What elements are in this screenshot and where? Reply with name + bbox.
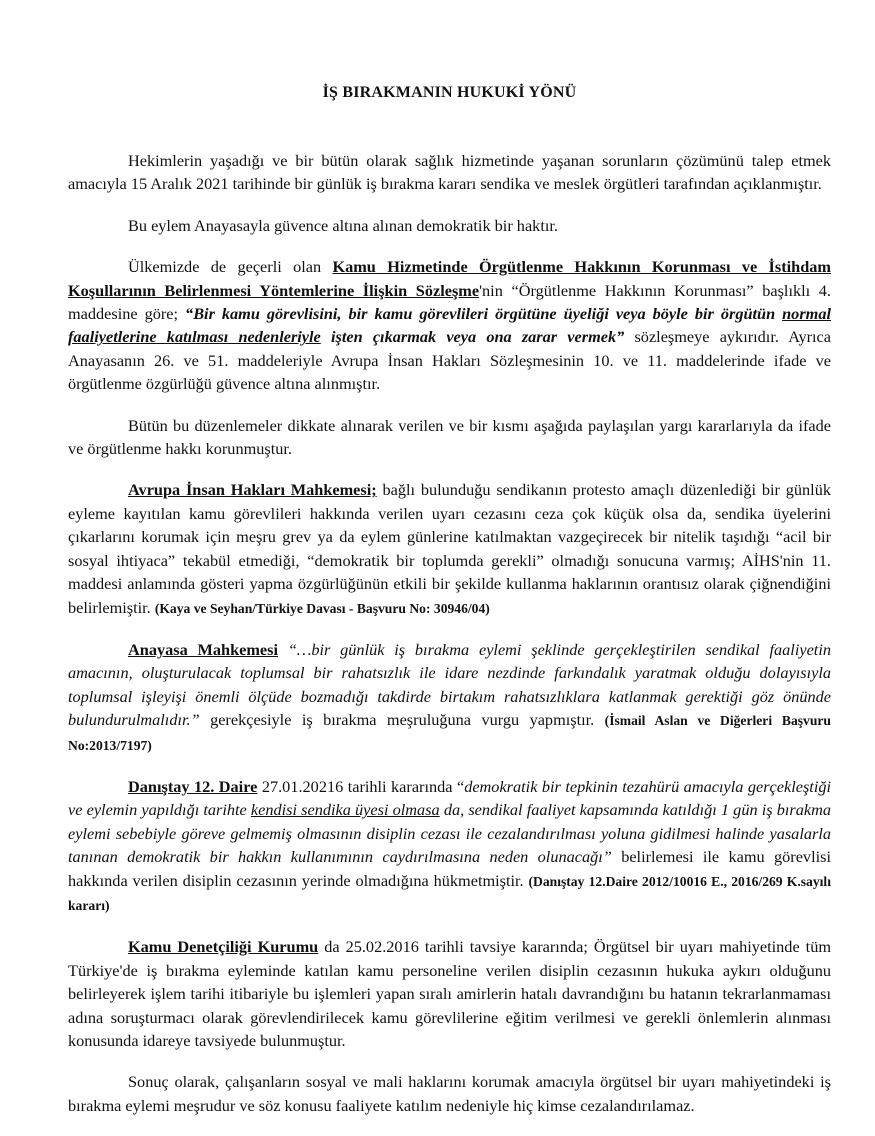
council-of-state-text: belirlemesi ile kamu görevlisi hakkında verilen disiplin cezasının yerinde olmadığına hükmetmiştir.	[68, 847, 831, 890]
paragraph-rulings-intro: Bütün bu düzenlemeler dikkate alınarak verilen ve bir kısmı aşağıda paylaşılan yargı kararlarıyla da ifade ve örgütlenme hakkı korunmuştur.	[68, 415, 831, 459]
council-of-state-quote-underlined: kendisi sendika üyesi olmasa	[250, 800, 440, 820]
paragraph-intro: Hekimlerin yaşadığı ve bir bütün olarak sağlık hizmetinde yaşanan sorunların çözümünü talep etmek amacıyla 15 Aralık 2021 tarihinde bir günlük iş bırakma kararı sendika ve meslek örgütleri tarafından açıklanmıştır.	[68, 151, 831, 194]
paragraph-constitutional-right: Bu eylem Anayasayla güvence altına alınan demokratik bir haktır.	[128, 215, 558, 235]
constitutional-court-reference: (İsmail Aslan ve Diğerleri Başvuru No:2013/7197)	[68, 713, 831, 753]
treaty-name: Kamu Hizmetinde Örgütlenme Hakkının Korunması ve İstihdam Koşullarının Belirlenmesi Yöntemlerine İlişkin Sözleşme	[68, 257, 831, 300]
page-title: İŞ BIRAKMANIN HUKUKİ YÖNÜ	[322, 84, 577, 101]
council-of-state-reference: (Danıştay 12.Daire 2012/10016 E., 2016/269 K.sayılı kararı)	[68, 873, 831, 913]
paragraph-conclusion: Sonuç olarak, çalışanların sosyal ve mali haklarını korumak amacıyla örgütsel bir uyarı mahiyetindeki iş bırakma eylemi meşrudur ve söz konusu faaliyete katılım nedeniyle hiç kimse cezalandırılamaz.	[68, 1072, 831, 1115]
paragraph-constitutional-court	[68, 638, 831, 757]
convention-quote-underlined: normal faaliyetlerine katılması nedenleriyle	[68, 304, 831, 347]
ombudsman-text: da 25.02.2016 tarihli tavsiye kararında; Örgütsel bir uyarı mahiyetinde tüm Türkiye'de iş bırakma eyleminde katılan kamu personeline verilen disiplin cezasının hukuka aykırı olduğunu belirleyerek işlem tarihi itibariyle bu işlemleri yapan sıralı amirlerin hatalı davrandığını bu hatanın tekrarlanmaması adına soruşturmacı olarak görevlendirilecek kamu görevlilerine eğitim verilmesi ve gerekli önlemlerin alınması konusunda idareye tavsiyede bulunmuştur.	[68, 937, 831, 1050]
constitutional-court-text: gerekçesiyle iş bırakma meşruluğuna vurgu yapmıştır.	[199, 710, 605, 730]
convention-article: 'nin “Örgütlenme Hakkının Korunması” başlıklı 4. maddesine göre;	[68, 280, 831, 324]
ombudsman-heading: Kamu Denetçiliği Kurumu	[128, 937, 319, 957]
convention-quote-start: “Bir kamu görevlisini, bir kamu görevlileri örgütüne üyeliği veya böyle bir örgütün	[185, 304, 783, 324]
constitutional-court-heading: Anayasa Mahkemesi	[128, 639, 279, 659]
convention-conclusion: sözleşmeye aykırıdır. Ayrıca Anayasanın 26. ve 51. maddeleriyle Avrupa İnsan Hakları Sözleşmesinin 10. ve 11. maddelerinde ifade ve örgütlenme özgürlüğü güvence altına alınmıştır.	[68, 327, 832, 394]
council-of-state-quote-end: da, sendikal faaliyet kapsamında katıldığı 1 gün iş bırakma eylemi sebebiyle göreve gelmemiş olmasının disiplin cezası ile cezalandırılması yoluna gidilmesi halinde yasalarla tanınan demokratik bir hakkın kullanımının caydırılmasına neden olunacağı”	[68, 800, 831, 867]
convention-quote-end: işten çıkarmak veya ona zarar vermek”	[320, 327, 625, 347]
paragraph-council-of-state	[68, 775, 831, 917]
convention-intro: Ülkemizde de geçerli olan	[128, 257, 333, 277]
constitutional-court-quote: “…bir günlük iş bırakma eylemi şeklinde gerçekleştirilen sendikal faaliyetin amacının, oluşturulacak toplumsal bir rahatsızlık ile idare nezdinde farkındalık yaratmak olduğu dolayısıyla toplumsal işleyişi önemli ölçüde bozmadığı takdirde birtakım rahatsızlıklara katlanmak gerektiği göz önünde bulundurulmalıdır.”	[68, 639, 831, 730]
paragraph-convention	[68, 255, 831, 395]
council-of-state-heading: Danıştay 12. Daire	[128, 776, 258, 796]
paragraph-echr	[68, 478, 831, 619]
echr-text: bağlı bulunduğu sendikanın protesto amaçlı düzenlediği bir günlük eyleme kayıtılan kamu görevlileri hakkında verilen uyarı cezasını ceza çok küçük olsa da, sendika üyelerini çıkarlarını korumak için meşru grev ya da eylem günlerine katılmaktan vazgeçirecek bir nitelik taşıdığı “acil bir sosyal ihtiyaca” tekabül etmediği, “demokratik bir toplumda gerekli” olmadığı sonucuna varmış; AİHS'nin 11. maddesi anlamında gösteri yapma özgürlüğünün etkili bir şekilde kullanma haklarının orantısız olarak çiğnendiğini belirlemiştir.	[68, 480, 831, 617]
paragraph-ombudsman	[68, 935, 831, 1052]
echr-heading: Avrupa İnsan Hakları Mahkemesi;	[128, 480, 377, 500]
echr-reference: (Kaya ve Seyhan/Türkiye Davası - Başvuru No: 30946/04)	[154, 600, 490, 616]
council-of-state-date: 27.01.20216 tarihli kararında “	[257, 776, 465, 796]
council-of-state-quote-start: demokratik bir tepkinin tezahürü amacıyla gerçekleştiği ve eylemin yapıldığı tarihte	[68, 776, 832, 820]
